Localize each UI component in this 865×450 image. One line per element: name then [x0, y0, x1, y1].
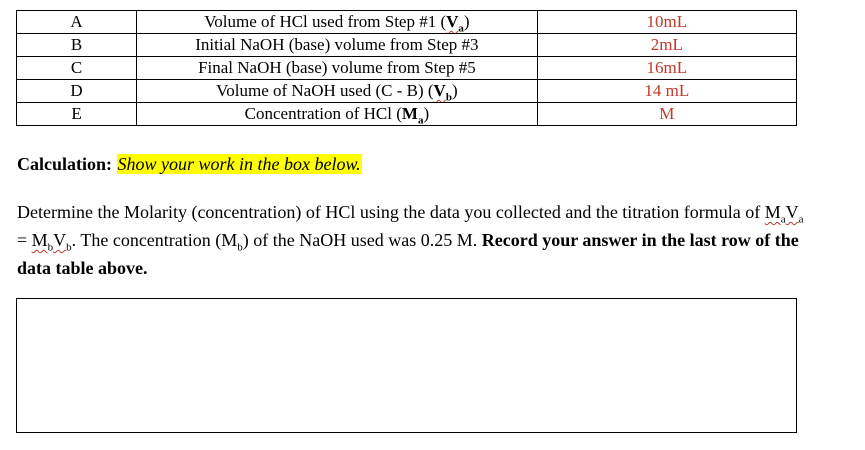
- record-answer-note: Record your answer in the last row of the data table above.: [17, 230, 799, 278]
- row-value[interactable]: M: [537, 103, 796, 126]
- formula-left: [764, 202, 804, 226]
- highlighted-instruction: Show your work in the box below.: [117, 154, 361, 174]
- variable-v: [433, 81, 452, 103]
- row-letter: C: [17, 57, 137, 80]
- row-description: [137, 103, 538, 126]
- variable-letter: M: [401, 104, 418, 123]
- row-letter: B: [17, 34, 137, 57]
- description-text: Concentration of HCl (: [244, 104, 402, 123]
- instructions-text: Determine the Molarity (concentration) of HCl using the data you collected and the titration formula of: [17, 202, 765, 222]
- variable-v: [446, 12, 464, 34]
- calculation-label: Calculation:: [17, 154, 113, 174]
- formula-subscript: a: [798, 213, 804, 226]
- row-value[interactable]: 16mL: [537, 57, 796, 80]
- table-row-c: [17, 57, 797, 80]
- row-description: Initial NaOH (base) volume from Step #3: [137, 34, 538, 57]
- data-table: [16, 10, 797, 126]
- table-row-d: [17, 80, 797, 103]
- description-text-end: ): [451, 81, 458, 100]
- row-description: [137, 11, 538, 34]
- variable-subscript: a: [417, 114, 424, 126]
- table-row-b: [17, 34, 797, 57]
- concentration-subscript: b: [237, 241, 243, 254]
- formula-subscript: b: [66, 241, 72, 254]
- description-text-end: ): [463, 12, 470, 31]
- formula-symbol: M: [31, 230, 48, 250]
- instructions-text: ) of the NaOH used was 0.25 M.: [242, 230, 482, 250]
- formula-equals: =: [17, 230, 32, 250]
- formula-symbol: V: [53, 230, 67, 250]
- variable-letter: V: [433, 81, 446, 100]
- row-letter: A: [17, 11, 137, 34]
- row-description: [137, 80, 538, 103]
- work-answer-box[interactable]: [16, 298, 797, 433]
- description-text: Volume of NaOH used (C - B) (: [216, 81, 434, 100]
- description-text: Volume of HCl used from Step #1 (: [204, 12, 447, 31]
- formula-symbol: V: [785, 202, 799, 222]
- row-letter: D: [17, 80, 137, 103]
- variable-letter: V: [446, 12, 459, 31]
- row-value[interactable]: 2mL: [537, 34, 796, 57]
- formula-subscript: a: [780, 213, 786, 226]
- row-value[interactable]: 10mL: [537, 11, 796, 34]
- formula-symbol: M: [764, 202, 781, 222]
- instructions-text: . The concentration (M: [71, 230, 238, 250]
- formula-subscript: b: [47, 241, 54, 254]
- variable-m: [401, 104, 424, 126]
- instructions-paragraph: [17, 198, 807, 282]
- calculation-line: [17, 152, 362, 176]
- variable-subscript: a: [458, 22, 464, 34]
- description-text-end: ): [423, 104, 430, 123]
- row-value[interactable]: 14 mL: [537, 80, 796, 103]
- row-letter: E: [17, 103, 137, 126]
- formula-right: [31, 230, 72, 254]
- row-description: Final NaOH (base) volume from Step #5: [137, 57, 538, 80]
- table-row-e: [17, 103, 797, 126]
- table-row-a: [17, 11, 797, 34]
- variable-subscript: b: [445, 91, 452, 103]
